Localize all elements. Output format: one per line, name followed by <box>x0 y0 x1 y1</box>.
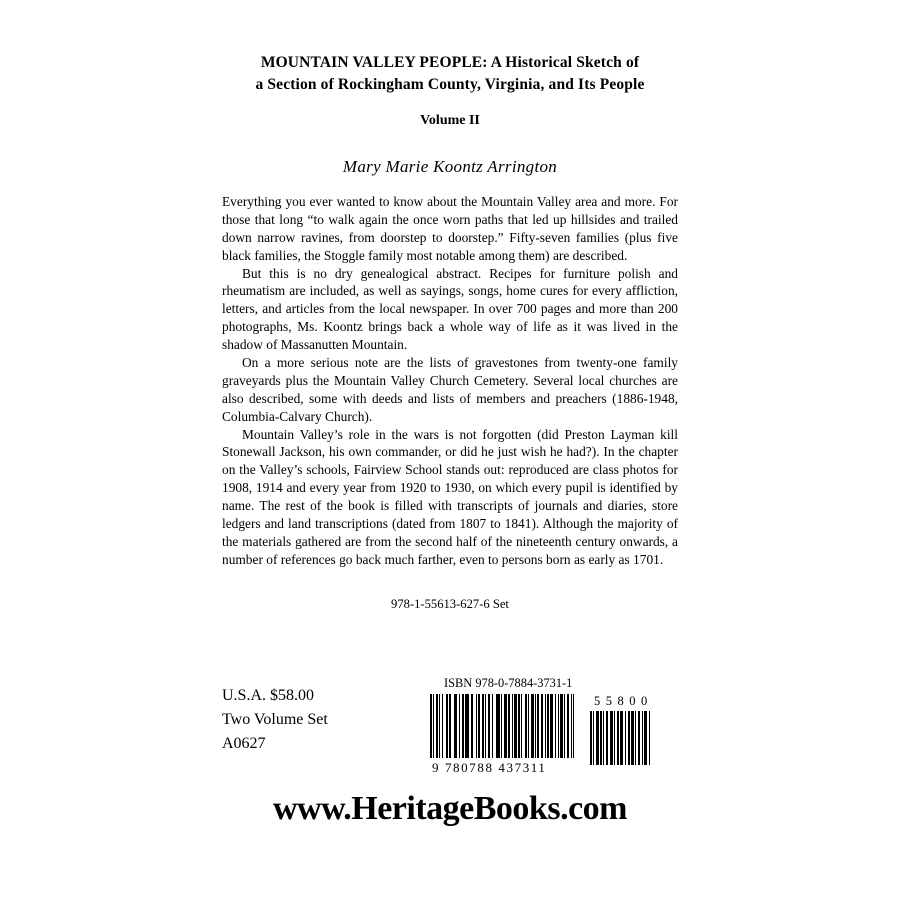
addon-bars <box>590 711 652 765</box>
barcode-area <box>430 676 678 776</box>
item-code: A0627 <box>222 735 266 752</box>
ean-digits: 9 780788 437311 <box>432 760 547 775</box>
author-name: Mary Marie Koontz Arrington <box>342 156 558 176</box>
blurb-paragraph: Everything you ever wanted to know about the Mountain Valley area and more. For those that long “to walk again the once worn paths that led up hillsides and trailed down narrow ravines, from doorstep to doorstep.” Fifty-seven families (plus five black families, the Stoggle family most notable among them) are described. <box>222 193 678 263</box>
isbn-label: ISBN 978-0-7884-3731-1 <box>444 676 573 690</box>
book-title <box>222 52 678 97</box>
publisher-website[interactable]: www.HeritageBooks.com <box>272 790 627 827</box>
title-line-2: a Section of Rockingham County, Virginia, and Its People <box>255 76 645 94</box>
blurb-paragraph: On a more serious note are the lists of gravestones from twenty-one family graveyards plus the Mountain Valley Church Cemetery. Several local churches are also described, some with deeds and lists of members and preachers (1886-1948, Columbia-Calvary Church). <box>222 354 678 424</box>
addon-digits: 55800 <box>594 694 653 708</box>
ean-barcode <box>430 694 678 776</box>
set-note: Two Volume Set <box>222 711 328 728</box>
blurb-paragraph: Mountain Valley’s role in the wars is not forgotten (did Preston Layman kill Stonewall Jackson, his own commander, or did he just wish he had?). In the chapter on the Valley’s schools, Fairview School stands out: reproduced are class photos for 1908, 1914 and every year from 1920 to 1930, on which every pupil is identified by name. The rest of the book is filled with transcripts of journals and diaries, store ledgers and land transcriptions (dated from 1807 to 1841). Although the majority of the materials gathered are from the second half of the nineteenth century onwards, a number of references go back much farther, even to persons born as early as 1701. <box>222 426 678 567</box>
blurb-paragraph: But this is no dry genealogical abstract. Recipes for furniture polish and rheumatism are included, as well as sayings, songs, home cures for every affliction, letters, and articles from the local newspaper. In over 700 pages and more than 200 photographs, Ms. Koontz brings back a whole way of life as it was lived in the shadow of Massanutten Mountain. <box>222 265 678 353</box>
set-isbn: 978-1-55613-627-6 Set <box>391 596 509 611</box>
volume-label: Volume II <box>420 112 480 128</box>
ean-main <box>430 694 574 776</box>
lower-cover-area <box>222 676 678 856</box>
ean-addon <box>590 694 653 765</box>
cover-text-block <box>222 52 678 612</box>
ean-bars <box>430 694 574 758</box>
price-block <box>222 684 328 756</box>
back-cover-blurb <box>222 193 678 569</box>
title-line-1: MOUNTAIN VALLEY PEOPLE: A Historical Sketch of <box>260 54 640 71</box>
price-line: U.S.A. $58.00 <box>222 687 315 704</box>
